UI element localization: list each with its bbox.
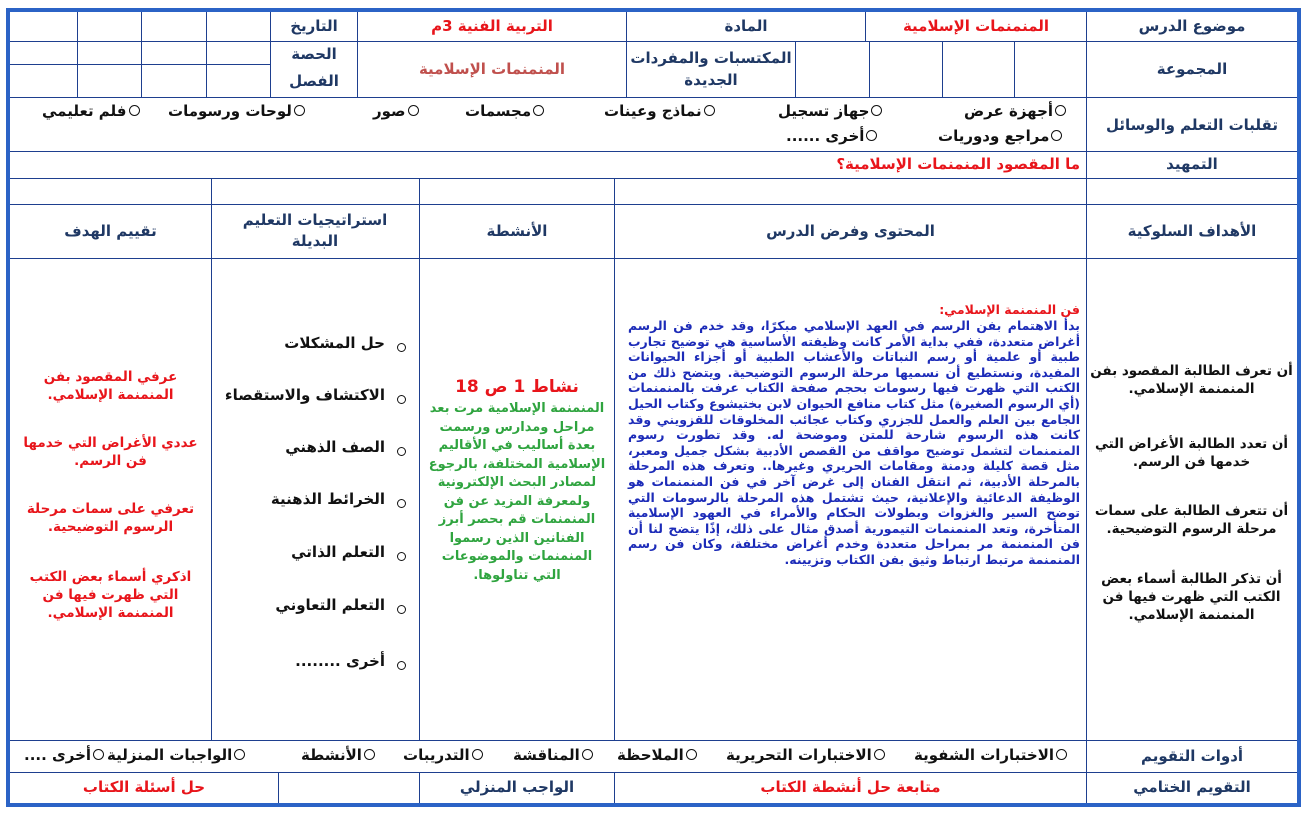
objective-item: أن تتعرف الطالبة على سمات مرحلة الرسوم التوضيحية. bbox=[1094, 503, 1289, 537]
assessment-tools-label: أدوات التقويم bbox=[1140, 747, 1244, 765]
grid-line bbox=[869, 41, 870, 97]
bullet-icon[interactable] bbox=[397, 499, 406, 508]
grid-line bbox=[77, 12, 78, 97]
lesson-topic-value: المنمنمات الإسلامية bbox=[902, 17, 1050, 35]
col-objectives-header: الأهداف السلوكية bbox=[1127, 222, 1257, 240]
radio-icon bbox=[408, 105, 419, 116]
evaluation-item: عرفي المقصود بفن المنمنمة الإسلامي. bbox=[43, 369, 178, 403]
bullet-icon[interactable] bbox=[397, 661, 406, 670]
aid-option-recorder[interactable]: جهاز تسجيل bbox=[778, 102, 882, 120]
homework-value: حل أسئلة الكتاب bbox=[82, 778, 206, 796]
strategy-item: أخرى ........ bbox=[295, 652, 385, 670]
date-label: التاريخ bbox=[290, 17, 338, 35]
objective-item: أن تعرف الطالبة المقصود بفن المنمنمة الإسلامي. bbox=[1090, 363, 1293, 397]
activity-title: نشاط 1 ص 18 bbox=[455, 377, 579, 397]
content-body: بدأ الاهتمام بفن الرسم في العهد الإسلامي مبكرًا، وقد خدم فن الرسم أغراض متعددة، ففي بداية الأمر كانت وظيفته الأساسية هي توضيح تجارب طبية أو علمية أو رسم النباتات والأعشاب الطبية أو أجزاء الحيوانات المفيدة، ونستطيع أن نسميها مرحلة الرسوم التوضيحية. ويتضح ذلك من الكتب التي ظهرت فيها رسومات بحجم صفحة الكتاب عرفت بالمنمنمات (أي الرسوم الصغيرة) مثل كتاب منافع الحيوان لابن بختيشوع وكتاب الحيل الجامع بين العلم والعمل للجزري وكتاب عجائب المخلوقات للقزويني وقد كانت هذه الرسوم شارحة للمتن وموضحة له. وقد تطورت رسوم المنمنمات لتشمل توضيح مواقف من القصص الأدبية بشكل جميل ومعبر، مثل قصة كليلة ودمنة ومقامات الحريري وغيرها.. وتعرف هذه المرحلة بالمرحلة الأدبية، ثم انتقل الفنان إلى غرض آخر في فن المنمنمات هو الوظيفة الدعائية والإعلانية، حيث تشتمل هذه المرحلة بالرسومات التي توضح السير والغزوات وبطولات الحكام والأمراء في العهود الإسلامية المتأخرة، وتعد المنمنمات التيمورية أصدق مثال على ذلك، إذًا يتضح لنا أن فن المنمنمة مر بمراحل متعددة وخدم أغراض مختلفة، وكان فن رسم المنمنمة مرتبط ارتباط وثيق بفن الكتاب وتزيينه. bbox=[628, 318, 1080, 567]
aid-option-pictures[interactable]: صور bbox=[373, 102, 419, 120]
strategy-item: الصف الذهني bbox=[285, 438, 385, 456]
grid-line bbox=[10, 151, 1297, 152]
col-evaluation-header: تقييم الهدف bbox=[64, 222, 157, 240]
bullet-icon[interactable] bbox=[397, 447, 406, 456]
radio-icon bbox=[871, 105, 882, 116]
group-label: المجموعة bbox=[1156, 60, 1228, 78]
radio-icon bbox=[704, 105, 715, 116]
radio-icon bbox=[866, 130, 877, 141]
evaluation-item: عددي الأغراض التي خدمها فن الرسم. bbox=[23, 435, 198, 469]
tool-option-exercises[interactable]: التدريبات bbox=[403, 746, 483, 764]
strategy-item: الاكتشاف والاستقصاء bbox=[224, 386, 385, 404]
intro-question: ما المقصود المنمنمات الإسلامية؟ bbox=[836, 155, 1080, 173]
tool-option-observation[interactable]: الملاحظة bbox=[617, 746, 697, 764]
tool-option-other[interactable]: أخرى .... bbox=[24, 746, 104, 764]
aid-option-film[interactable]: فلم تعليمي bbox=[42, 102, 140, 120]
col-strategies-header: استراتيجيات التعليم البديلة bbox=[242, 211, 388, 250]
grid-line bbox=[10, 772, 1297, 773]
grid-line bbox=[10, 41, 1297, 42]
bullet-icon[interactable] bbox=[397, 343, 406, 352]
grid-line bbox=[614, 178, 615, 740]
tool-option-discussion[interactable]: المناقشة bbox=[513, 746, 593, 764]
grid-line bbox=[795, 41, 796, 97]
activity-body: المنمنمة الإسلامية مرت بعد مراحل ومدارس ورسمت بعدة أساليب في الأقاليم الإسلامية المختلفة، بالرجوع لمصادر البحث الإلكترونية ولمعرفة المزيد عن فن المنمنمات قم بحصر أبرز الفنانين الذين رسموا المنمنمات والموضوعات التي تناولوها. bbox=[428, 401, 606, 583]
content-heading: فن المنمنمة الإسلامي: bbox=[939, 302, 1080, 317]
subject-value: التربية الفنية 3م bbox=[431, 17, 553, 35]
subject-label: المادة bbox=[724, 17, 768, 35]
grid-line bbox=[10, 204, 1297, 205]
aid-option-boards[interactable]: لوحات ورسومات bbox=[168, 102, 305, 120]
period-label: الحصة bbox=[291, 45, 337, 63]
evaluation-item: تعرفي على سمات مرحلة الرسوم التوضيحية. bbox=[26, 501, 195, 535]
grid-line bbox=[10, 64, 270, 65]
radio-icon bbox=[686, 749, 697, 760]
grid-line bbox=[419, 178, 420, 740]
radio-icon bbox=[364, 749, 375, 760]
learning-aids-label: تقلبات التعلم والوسائل bbox=[1106, 116, 1278, 134]
radio-icon bbox=[93, 749, 104, 760]
bullet-icon[interactable] bbox=[397, 605, 406, 614]
radio-icon bbox=[533, 105, 544, 116]
radio-icon bbox=[234, 749, 245, 760]
col-activities-header: الأنشطة bbox=[486, 222, 548, 240]
aid-option-models[interactable]: نماذج وعينات bbox=[604, 102, 715, 120]
grid-line bbox=[942, 41, 943, 97]
aid-option-other[interactable]: أخرى ...... bbox=[786, 127, 877, 145]
radio-icon bbox=[129, 105, 140, 116]
radio-icon bbox=[472, 749, 483, 760]
strategy-item: الخرائط الذهنية bbox=[270, 490, 385, 508]
homework-label: الواجب المنزلي bbox=[459, 778, 575, 796]
final-evaluation-value: متابعة حل أنشطة الكتاب bbox=[760, 778, 941, 796]
grid-line bbox=[10, 258, 1297, 259]
tool-option-activities[interactable]: الأنشطة bbox=[301, 746, 375, 764]
bullet-icon[interactable] bbox=[397, 552, 406, 561]
radio-icon bbox=[874, 749, 885, 760]
aid-option-projector[interactable]: أجهزة عرض bbox=[964, 102, 1066, 120]
grid-line bbox=[1086, 178, 1087, 740]
objective-item: أن تعدد الطالبة الأغراض التي خدمها فن الرسم. bbox=[1094, 436, 1288, 470]
tool-option-homework[interactable]: الواجبات المنزلية bbox=[107, 746, 245, 764]
bullet-icon[interactable] bbox=[397, 395, 406, 404]
grid-line bbox=[10, 97, 1297, 98]
strategy-item: التعلم التعاوني bbox=[275, 596, 385, 614]
radio-icon bbox=[1056, 749, 1067, 760]
grid-line bbox=[1014, 41, 1015, 97]
grid-line bbox=[206, 12, 207, 97]
aid-option-references[interactable]: مراجع ودوريات bbox=[938, 127, 1062, 145]
grid-line bbox=[141, 12, 142, 97]
class-label: الفصل bbox=[289, 72, 339, 90]
tool-option-written[interactable]: الاختبارات التحريرية bbox=[726, 746, 885, 764]
lesson-topic-label: موضوع الدرس bbox=[1138, 17, 1246, 35]
intro-label: التمهيد bbox=[1166, 155, 1218, 173]
grid-line bbox=[10, 740, 1297, 741]
final-evaluation-label: التقويم الختامي bbox=[1133, 778, 1251, 796]
strategy-item: حل المشكلات bbox=[284, 334, 385, 352]
evaluation-item: اذكري أسماء بعض الكتب التي ظهرت فيها فن المنمنمة الإسلامي. bbox=[29, 569, 192, 621]
aid-option-mockups[interactable]: مجسمات bbox=[465, 102, 544, 120]
grid-line bbox=[211, 178, 212, 740]
radio-icon bbox=[582, 749, 593, 760]
lesson-plan-sheet bbox=[6, 8, 1301, 807]
grid-line bbox=[10, 178, 1297, 179]
gains-value: المنمنمات الإسلامية bbox=[418, 60, 566, 78]
tool-option-oral[interactable]: الاختبارات الشفوية bbox=[914, 746, 1067, 764]
objective-item: أن تذكر الطالبة أسماء بعض الكتب التي ظهرت فيها فن المنمنمة الإسلامي. bbox=[1101, 571, 1282, 623]
gains-label: المكتسبات والمفردات الجديدة bbox=[630, 49, 792, 89]
radio-icon bbox=[294, 105, 305, 116]
strategy-item: التعلم الذاتي bbox=[291, 543, 385, 561]
col-content-header: المحتوى وفرض الدرس bbox=[766, 222, 935, 240]
grid-line bbox=[278, 772, 279, 803]
radio-icon bbox=[1055, 105, 1066, 116]
radio-icon bbox=[1051, 130, 1062, 141]
